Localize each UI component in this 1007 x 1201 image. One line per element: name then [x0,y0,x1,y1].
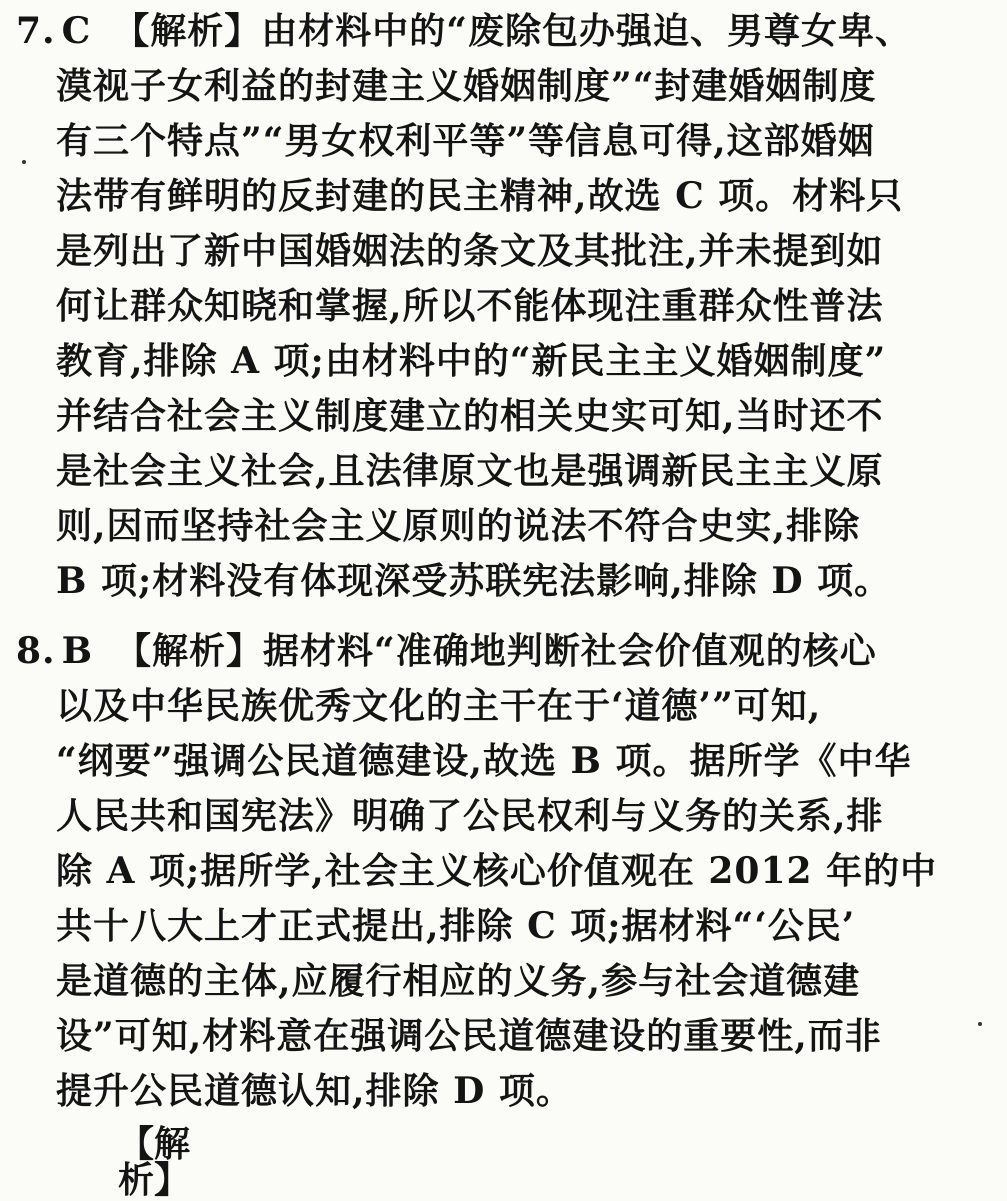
text-line: 有三个特点”“男女权利平等”等信息可得,这部婚姻 [56,120,875,162]
question-7-first-line [16,4,991,59]
question-number: 7. [16,10,56,52]
scan-speck [978,1022,982,1026]
scan-speck [22,160,26,164]
text-line: 提升公民道德认知,排除 D 项。 [56,1070,573,1112]
question-number: 8. [16,630,56,672]
text-line: 由材料中的“废除包办强迫、男尊女卑、 [261,10,912,52]
text-line: 法带有鲜明的反封建的民主精神,故选 C 项。材料只 [56,175,904,217]
text-line: 则,因而坚持社会主义原则的说法不符合史实,排除 [56,505,861,547]
question-7-explanation [16,4,991,609]
next-question-fragment [118,1123,238,1201]
text-line: 据材料“准确地判断社会价值观的核心 [263,630,877,672]
text-line: 是列出了新中国婚姻法的条文及其批注,并未提到如 [56,230,884,272]
question-8-first-line [16,624,991,679]
text-line: 漠视子女利益的封建主义婚姻制度”“封建婚姻制度 [56,65,877,107]
text-line: 是社会主义社会,且法律原文也是强调新民主主义原 [56,450,884,492]
answer-letter: B [61,630,94,672]
analysis-tag: 【解析】 [115,630,264,672]
text-line: 以及中华民族优秀文化的主干在于‘道德’”可知, [56,685,822,727]
answer-letter: C [61,10,92,52]
question-8-explanation [16,624,991,1119]
text-line: 何让群众知晓和掌握,所以不能体现注重群众性普法 [56,285,884,327]
text-line: 除 A 项;据所学,社会主义核心价值观在 2012 年的中 [56,850,938,892]
analysis-tag: 【解析】 [113,10,262,52]
analysis-tag: 【解析】 [118,1123,191,1201]
text-line: 共十八大上才正式提出,排除 C 项;据材料“‘公民’ [56,905,856,947]
text-line: “纲要”强调公民道德建设,故选 B 项。据所学《中华 [56,740,912,782]
text-line: B 项;材料没有体现深受苏联宪法影响,排除 D 项。 [56,560,892,602]
text-line: 人民共和国宪法》明确了公民权利与义务的关系,排 [56,795,884,837]
text-line: 并结合社会主义制度建立的相关史实可知,当时还不 [56,395,884,437]
text-line: 是道德的主体,应履行相应的义务,参与社会道德建 [56,960,861,1002]
text-line: 教育,排除 A 项;由材料中的“新民主主义婚姻制度” [56,340,887,382]
text-line: 设”可知,材料意在强调公民道德建设的重要性,而非 [56,1015,882,1057]
